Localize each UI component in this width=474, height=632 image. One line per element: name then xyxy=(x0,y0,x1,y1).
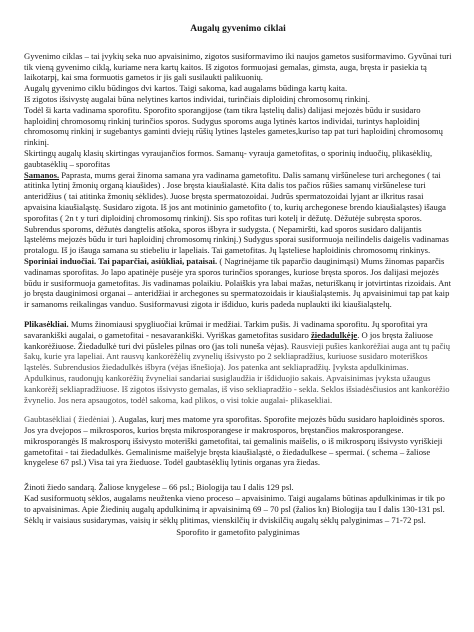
plikasekliai-text-muted: Rausvieji pušies kankorėžiai auga ant tų pačių šakų, kurie yra lapeliai. Ant rausvų kankorėžėlių zvynelių išsivysto po 2 sekliapradžius, kuriuose susidaro moteriškos ląstelės. Subrendusios žiedadulkės išbyra (vėjas išnešioja). Jos patenka ant sekliapradžių. Įvyksta apdulkinimas. Apdulkinus, raudonųjų kankorėžių žvyneliai sandariai susiglaudžia ir išdiduojio sakais. Apvaisinimas įvyksta užaugus kankorėžį sekliapradžiuose. Iš zigotos išsivysto gemalas, iš viso sekliapradžio - sekla. Seklos išsiadėsčiusios ant kankorėžio žvynelio. Jos nera apsaugotos, todėl sakoma, kad plikos, o visi tokie augalai- plikasekliai. xyxy=(24,340,450,405)
intro-paragraph-2: Augalų gyvenimo ciklu būdingos dvi kartos. Taigi sakoma, kad augalams būdinga kartų kaita. xyxy=(24,83,348,94)
plikasekliai-heading: Plikasėkliai. xyxy=(24,318,69,329)
document-title: Augalų gyvenimo ciklai xyxy=(190,24,286,34)
intro-paragraph-5: Skirtingų augalų klasių skirtingas vyraujančios formos. Samanų- vyrauja gametofitas, o sporinių induočių, plikasėklių, gaubtasėklių – sporofitas xyxy=(24,147,433,169)
intro-paragraph-3: Iš zigotos išsivystę augalai būna nelytines kartos individai, turinčiais diploidinį chromosomų rinkinį. xyxy=(24,93,370,104)
sporiniai-text: Mums žinomas paparčis vadinamas sporofitas. Jo lapo apatinėje pusėje yra sporos turinčios sporanges, kuriose bręsta sporos. Jos dalijasi mejozės būdu ir susiformuoja gametofitas. Jis vadinamas polaikiu. Polaiškis yra labai mažas, neturiškanų ir jotvirtintas rizoidais. Ant jo bręsta dauginimosi organai – anteridžiai ir archegones su spermatozoidais ir kiaušialąstemis. Jų apvaisinimui tap pat kaip ir samanoms reikalingas vanduo. Susiformavusi zigota ir išdiduo, kuris padeda nuplaukti iki kiaušialąstelų. xyxy=(24,255,451,310)
intro-paragraph-1: Gyvenimo ciklas – tai įvykių seka nuo apvaisinimo, zigotos susiformavimo iki naujos gametos susiformavimo. Gyvūnai turi tik vieną gyvenimo ciklą, kuriame nera kartų kaitos. Iš zigotos formuojasi gemalas, gimsta, auga, bręsta ir pasiekia tą laikotarpį, kai sma formuotis gametos ir jis gali susilaukti palikuonių. xyxy=(24,50,452,83)
comparison-caption: Sporofito ir gametofito palyginimas xyxy=(176,527,300,538)
samanos-section xyxy=(24,170,452,256)
plikasekliai-text: Mums žinomiausi spygliuočiai krūmai ir medžiai. Tarkim pušis. Ji vadinama sporofitu. Jų sporofitai yra savarankiški augalai, o gametofitai - nesavarankiški. Vyriškas gametofitas susidaro xyxy=(24,318,428,340)
samanos-text: Paprasta, mums gerai žinoma samana yra vadinama gametofitu. Dalis samanų viršūnelese turi archegones ( tai atitinka lytinį žmonių organą kiaušides) . Jose bręsta kiaušialastė. Kita dalis tos pačios rūšies samanų viršūnelese turi anteridžius ( tai atitinka žmonių sėklides). Juose bręsta spermatozoidai. Judrūs spermatozoidai lyjant ar ilkritus rasai apvaisina kiaušialąstę. Susidaro zigota. Iš jos ant motininio gametofito ( to, kurių archegonese brendo kiaušialąstes) išauga sporofitas ( 2n t y turi diploidinį chromosomų rinkinį). Sis spo rofitas turi kotelį ir dėžutę. Dėžutėje subręsta sporos. Subrendus sporoms, dėžutės dangtelis atšoka, sporos išbyra ir sudygsta. ( Nepamiršti, kad sporos susidaro dalijantis ląstelėms mejozės būdu ir turi haploidinį chromosomų rinkinį.) Sudygus sporai susiformuoja neilindelis daigelis vadinamas protalogu. Iš jo išauga samana su stiebeliu ir lapeliais. Tai gametofitas. Jų ląsteliese haploidinis chromosomų rinkinys. xyxy=(24,169,449,256)
plikasekliai-text-after: . O jos bręsta žaliuose kankorėžiuose. Žiedadulkė turi dvi pūsleles pilnas oro (jas toli nuneša vėjas). xyxy=(24,329,433,351)
samanos-heading: Samanos. xyxy=(24,169,60,180)
gaubtasekliai-text: . Augalas, kurį mes matome yra sporofitas. Sporofite mejozės būdu susidaro haploidinės sporos. Jos yra dvejopos – mikrosporos, kurios bręsta mikrosporangese ir makrosporos, bręstančios makrosporangese. mikrosporangės Iš makrosporų išsivysto moteriški gametofitai, tai gemalinis maišelis, o iš mikrosporų išsivysto vyriškieji gametofitai - tai žiedadulkės. Gemalinisme maišelyje bręsta kiaušialąstė, o žiedadulkese – spermai. ( schema – žaliose knygelese 67 psl.) Visa tai yra žieduose. Todėl gaubtasėklių lytinis organas yra žiedas. xyxy=(24,414,445,468)
gaubtasekliai-section xyxy=(24,414,452,468)
footer-line-1: Žinoti žiedo sandarą. Žaliose knygelese – 66 psl.; Biologija tau I dalis 129 psl. xyxy=(24,482,294,493)
footer-line-2: Kad susiformuotų sėklos, augalams neužtenka vieno proceso – apvaisinimo. Taigi augalams būtinas apdulkinimas ir tik po to apvaisinimas. Apie Žiedinių augalų apdulkinimą ir apvaisinimą 69 – 70 psl (žalios kn) Biologija tau I dalis 130-131 psl. xyxy=(24,493,445,514)
sporiniai-note: ( Nagrinėjame tik paparčio dauginimąsi) xyxy=(219,255,359,266)
plikasekliai-section xyxy=(24,319,452,405)
intro-paragraph-4: Todėl ši karta vadinama sporofitu. Sporofito sporangijose (tam tikra ląstelių dalis) dalijasi mejozės būdu ir susidaro haploidinį chromosomų rinkinį turinčios sporos. Sudygus sporoms auga lytinės kartos individai, turintys haploidinį chromosomų rinkinį ir sugebantys gaminti dviejų rūšių lytines ląsteles gametes,kuriso tap pat turi haploidinį chromosomų rinkinį. xyxy=(24,104,443,148)
gaubtasekliai-heading: Gaubtasėkliai ( žiedėniai ) xyxy=(24,414,115,425)
plikasekliai-keyword: žiedadulkėje xyxy=(310,329,358,340)
sporiniai-heading: Sporiniai induočiai. Tai paparčiai, asiūkliai, pataisai. xyxy=(24,255,218,266)
sporiniai-section xyxy=(24,256,452,310)
footer-line-3: Sėklų ir vaisiaus susidarymas, vaisių ir sėklų plitimas, vienskilčių ir dviskilčių augalų sėklų palyginimas – 71-72 psl. xyxy=(24,514,426,525)
